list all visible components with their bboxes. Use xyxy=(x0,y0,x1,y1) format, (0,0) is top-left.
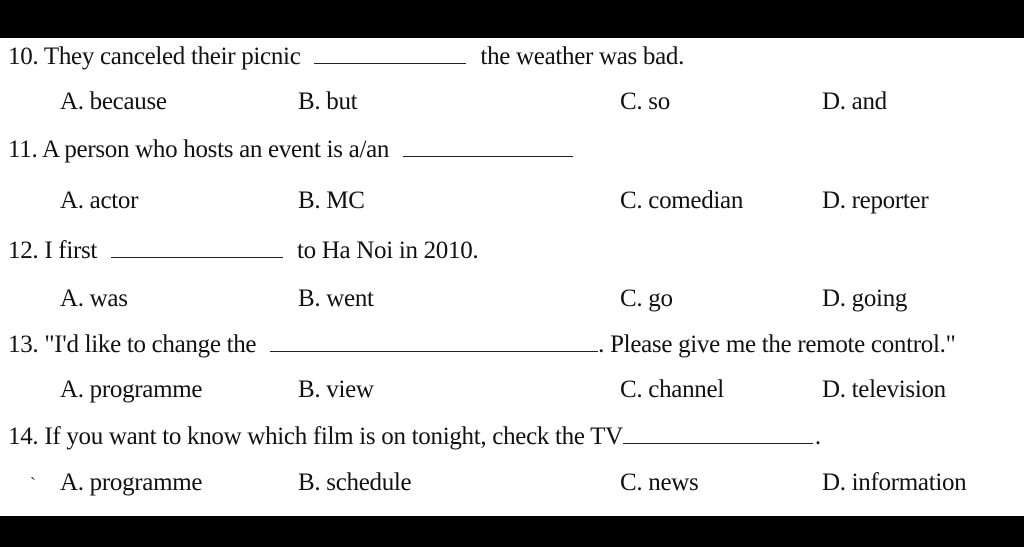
question-14 xyxy=(8,422,821,452)
option-a: A. programme xyxy=(60,376,203,403)
answer-blank xyxy=(314,45,466,64)
option-d: D. and xyxy=(822,88,887,115)
option-c: C. news xyxy=(620,469,699,496)
option-b: B. but xyxy=(298,88,358,115)
top-black-bar xyxy=(0,0,1024,38)
question-number: 11. xyxy=(8,136,38,163)
option-c: C. comedian xyxy=(620,187,744,214)
worksheet-page xyxy=(0,38,1024,516)
option-d: D. television xyxy=(822,376,946,403)
option-b: B. MC xyxy=(298,187,365,214)
option-a: A. actor xyxy=(60,187,139,214)
question-12 xyxy=(8,236,478,266)
option-c: C. so xyxy=(620,88,670,115)
question-text-after: . xyxy=(814,423,821,450)
option-c: C. go xyxy=(620,285,673,312)
question-number: 10. xyxy=(8,43,39,70)
option-d: D. reporter xyxy=(822,187,929,214)
question-text-before: If you want to know which film is on tonight, check the TV xyxy=(44,423,623,450)
question-13 xyxy=(8,330,956,360)
option-a: A. was xyxy=(60,285,128,312)
question-text-after: . Please give me the remote control." xyxy=(598,331,956,358)
question-text-before: A person who hosts an event is a/an xyxy=(42,136,390,163)
option-a: A. because xyxy=(60,88,167,115)
option-c: C. channel xyxy=(620,376,724,403)
question-text-after: the weather was bad. xyxy=(480,43,685,70)
question-number: 14. xyxy=(8,423,39,450)
option-d: D. going xyxy=(822,285,908,312)
question-number: 13. xyxy=(8,331,39,358)
bottom-black-bar xyxy=(0,516,1024,547)
option-b: B. schedule xyxy=(298,469,412,496)
answer-blank xyxy=(403,138,573,157)
question-11 xyxy=(8,135,581,165)
option-b: B. went xyxy=(298,285,374,312)
answer-blank xyxy=(270,333,598,352)
answer-blank xyxy=(111,239,283,258)
option-a: A. programme xyxy=(60,469,203,496)
question-text-before: "I'd like to change the xyxy=(44,331,257,358)
option-b: B. view xyxy=(298,376,374,403)
question-text-after: to Ha Noi in 2010. xyxy=(296,237,479,264)
question-text-before: I first xyxy=(44,237,98,264)
option-d: D. information xyxy=(822,469,967,496)
question-text-before: They canceled their picnic xyxy=(43,43,301,70)
question-10 xyxy=(8,42,684,72)
question-number: 12. xyxy=(8,237,39,264)
stray-mark: ` xyxy=(30,474,36,494)
answer-blank xyxy=(623,425,813,444)
